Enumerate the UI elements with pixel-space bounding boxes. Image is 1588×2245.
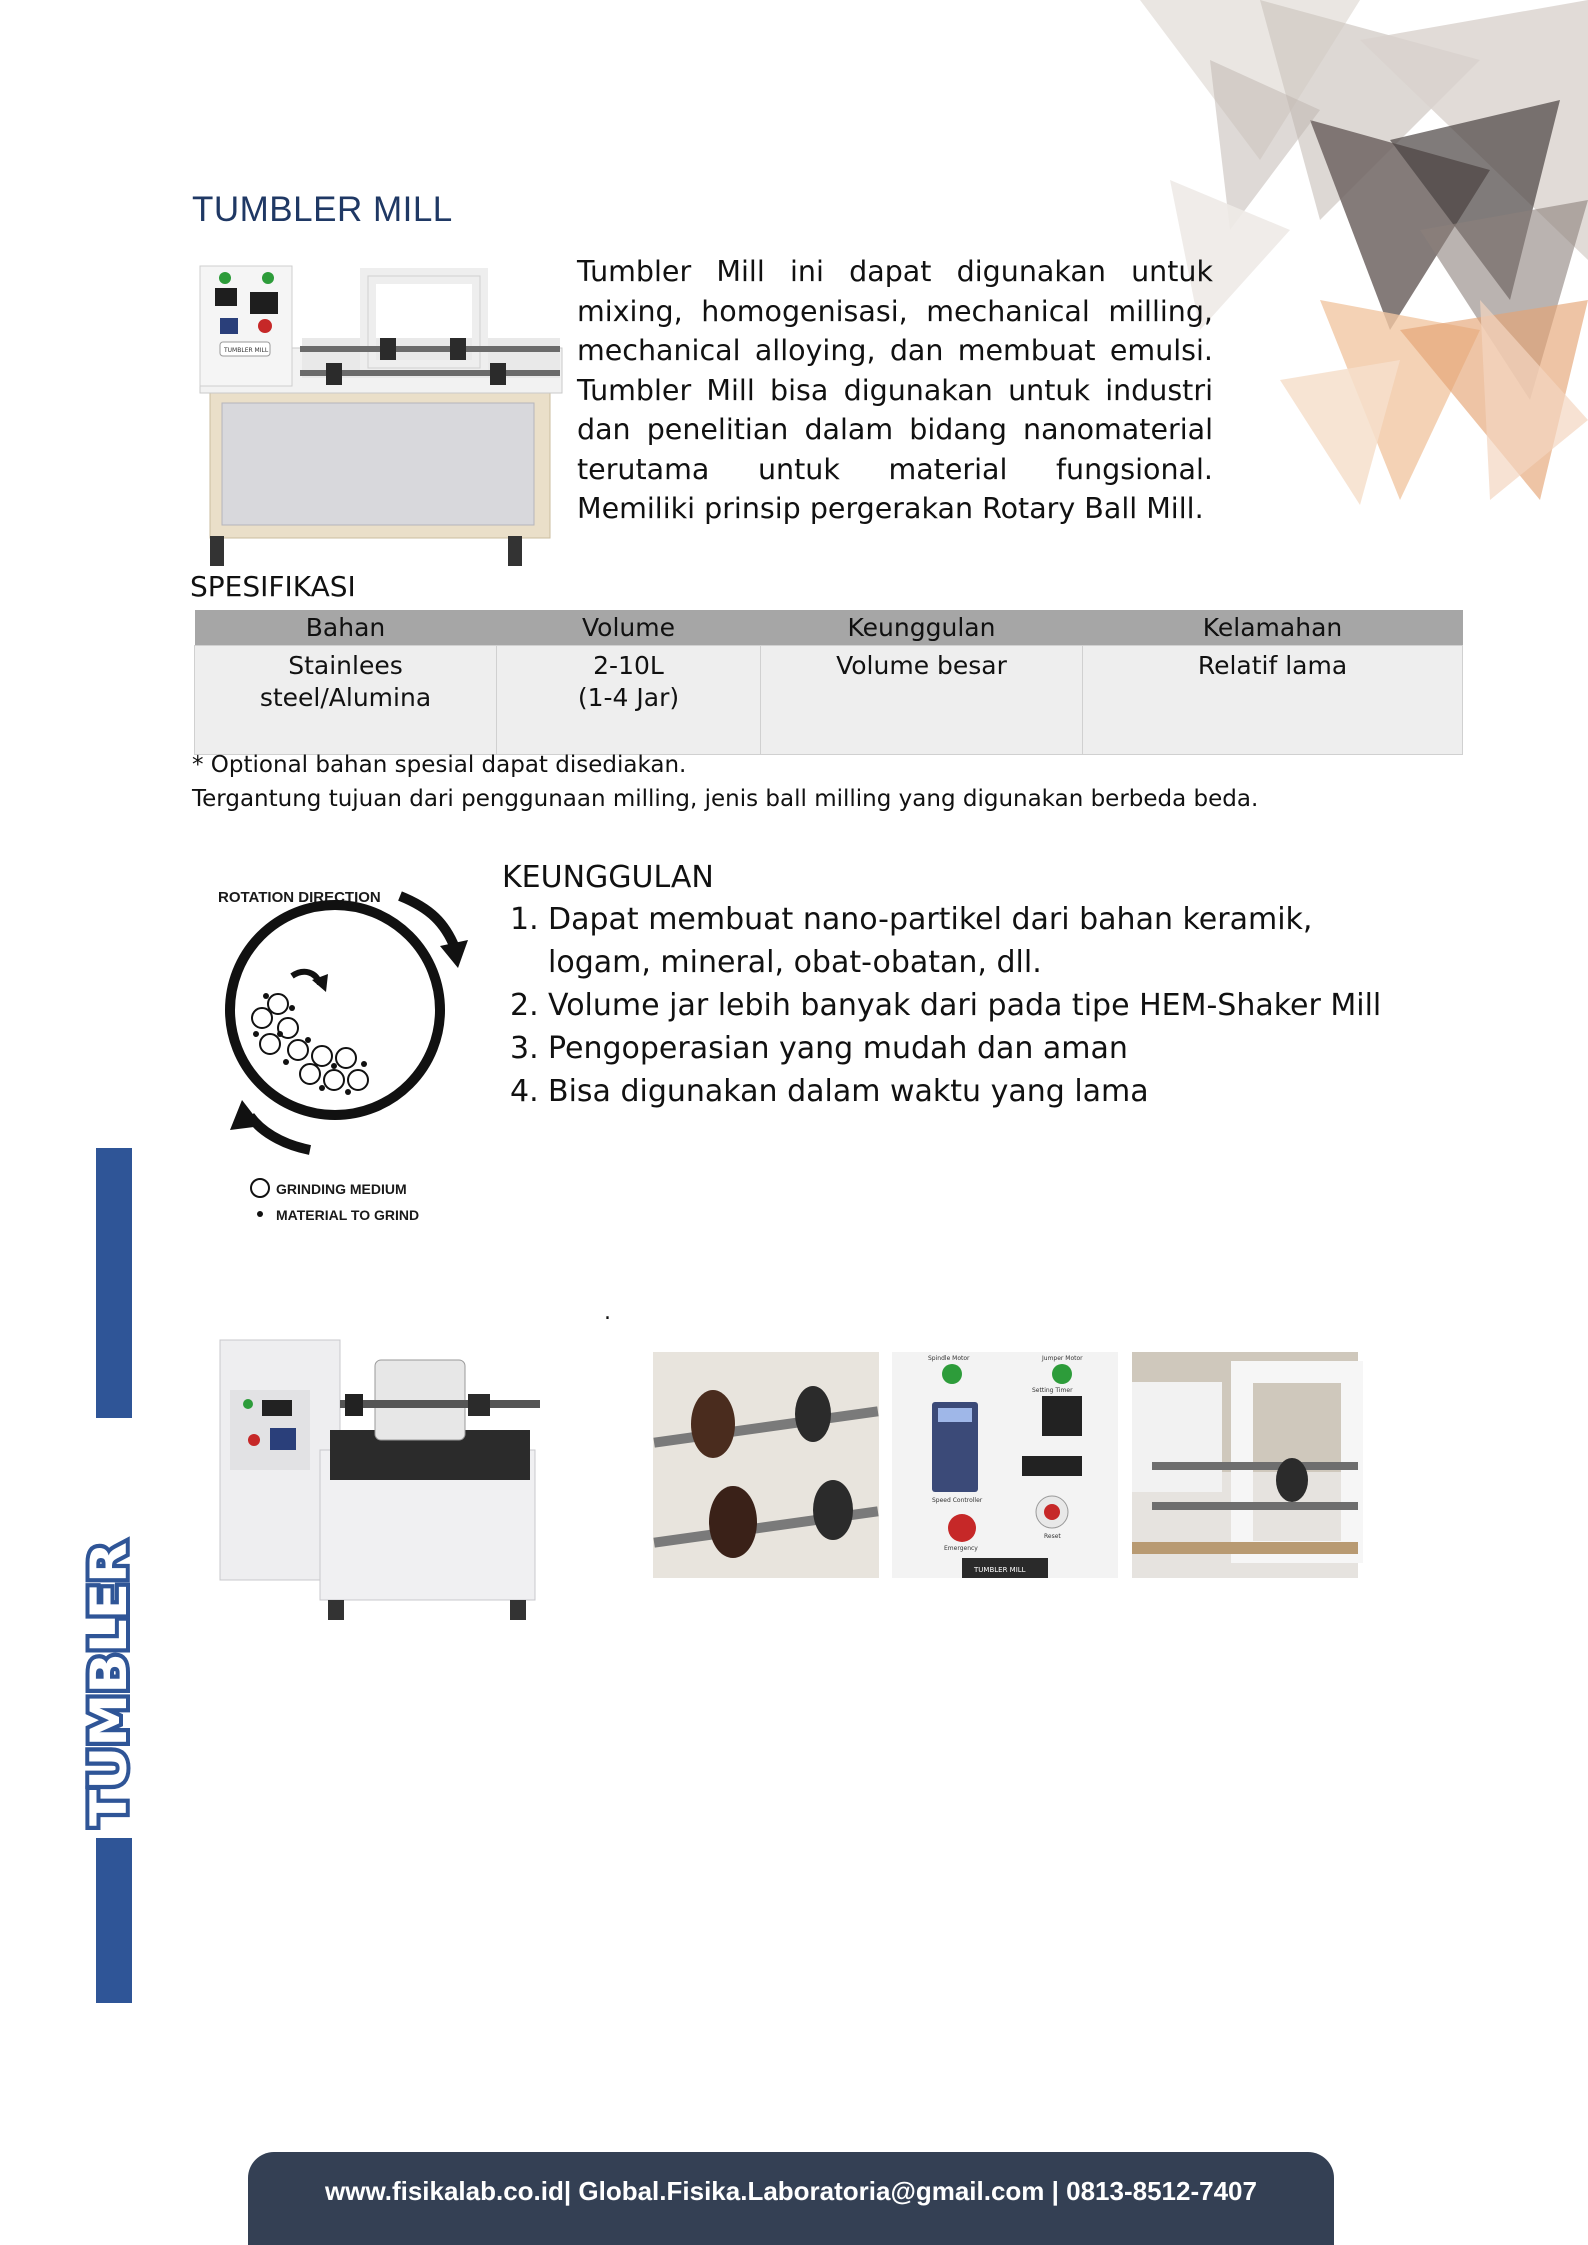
spec-table	[194, 610, 1463, 755]
list-item: 4. Bisa digunakan dalam waktu yang lama	[510, 1074, 1149, 1109]
cell-kelamahan: Relatif lama	[1083, 646, 1463, 755]
col-header-keunggulan: Keunggulan	[761, 610, 1083, 646]
svg-text:Reset: Reset	[1044, 1533, 1061, 1540]
arrow-icon	[230, 1100, 262, 1130]
svg-text:TUMBLER MILL: TUMBLER MILL	[974, 1566, 1026, 1574]
spec-header-row	[195, 610, 1463, 646]
cell-keunggulan: Volume besar	[761, 646, 1083, 755]
tumbler-mill-photo	[190, 258, 560, 568]
footer-contact: www.fisikalab.co.id| Global.Fisika.Laboratoria@gmail.com | 0813-8512-7407	[325, 2176, 1257, 2206]
col-header-volume: Volume	[497, 610, 761, 646]
tumbler-mill-machine-photo	[200, 1300, 550, 1640]
side-label-tumbler	[80, 1540, 138, 1828]
svg-text:Spindle Motor: Spindle Motor	[928, 1355, 970, 1362]
svg-text:TUMBLER: TUMBLER	[80, 1558, 138, 1826]
footer	[248, 2152, 1334, 2245]
table-row	[195, 646, 1463, 755]
cell-volume: 2-10L (1-4 Jar)	[497, 646, 761, 755]
svg-text:TUMBLER MILL: TUMBLER MILL	[224, 347, 269, 354]
cell-bahan: Stainlees steel/Alumina	[195, 646, 497, 755]
rollers-closeup-photo	[653, 1352, 879, 1578]
side-bar-top	[96, 1148, 132, 1418]
arrow-icon	[440, 940, 468, 968]
jar-frame-photo	[1132, 1352, 1358, 1578]
list-item: 2. Volume jar lebih banyak dari pada tipe HEM-Shaker Mill	[510, 988, 1382, 1023]
side-bar-bottom	[96, 1838, 132, 2003]
note-optional: * Optional bahan spesial dapat disediakan.	[192, 752, 687, 778]
control-panel-photo	[892, 1352, 1118, 1578]
list-item: 1. Dapat membuat nano-partikel dari bahan keramik, logam, mineral, obat-obatan, dll.	[510, 902, 1313, 980]
rotation-diagram	[200, 868, 485, 1230]
keunggulan-heading: KEUNGGULAN	[502, 860, 714, 895]
col-header-kelamahan: Kelamahan	[1083, 610, 1463, 646]
legend-grinding-medium: GRINDING MEDIUM	[276, 1181, 407, 1197]
note-milling: Tergantung tujuan dari penggunaan milling, jenis ball milling yang digunakan berbeda beda.	[192, 786, 1259, 812]
svg-text:Jumper Motor: Jumper Motor	[1042, 1355, 1083, 1362]
material-icon	[257, 1211, 263, 1217]
legend-material-to-grind: MATERIAL TO GRIND	[276, 1207, 420, 1223]
spesifikasi-heading: SPESIFIKASI	[190, 570, 356, 603]
page-title: TUMBLER MILL	[192, 190, 453, 229]
product-description: Tumbler Mill ini dapat digunakan untuk mixing, homogenisasi, mechanical milling, mechanical alloying, dan membuat emulsi. Tumbler Mill bisa digunakan untuk industri dan penelitian dalam bidang nanomaterial terutama untuk material fungsional. Memiliki prinsip pergerakan Rotary Ball Mill.	[577, 255, 1213, 525]
svg-text:Setting Timer: Setting Timer	[1032, 1387, 1073, 1394]
stray-dot: .	[604, 1300, 611, 1325]
grinding-medium-icon	[251, 1179, 269, 1197]
rotation-direction-label: ROTATION DIRECTION	[218, 889, 381, 906]
svg-text:Speed Controller: Speed Controller	[932, 1497, 983, 1504]
col-header-bahan: Bahan	[195, 610, 497, 646]
keunggulan-list	[510, 898, 1410, 1113]
svg-text:Emergency: Emergency	[944, 1545, 978, 1552]
list-item: 3. Pengoperasian yang mudah dan aman	[510, 1031, 1128, 1066]
